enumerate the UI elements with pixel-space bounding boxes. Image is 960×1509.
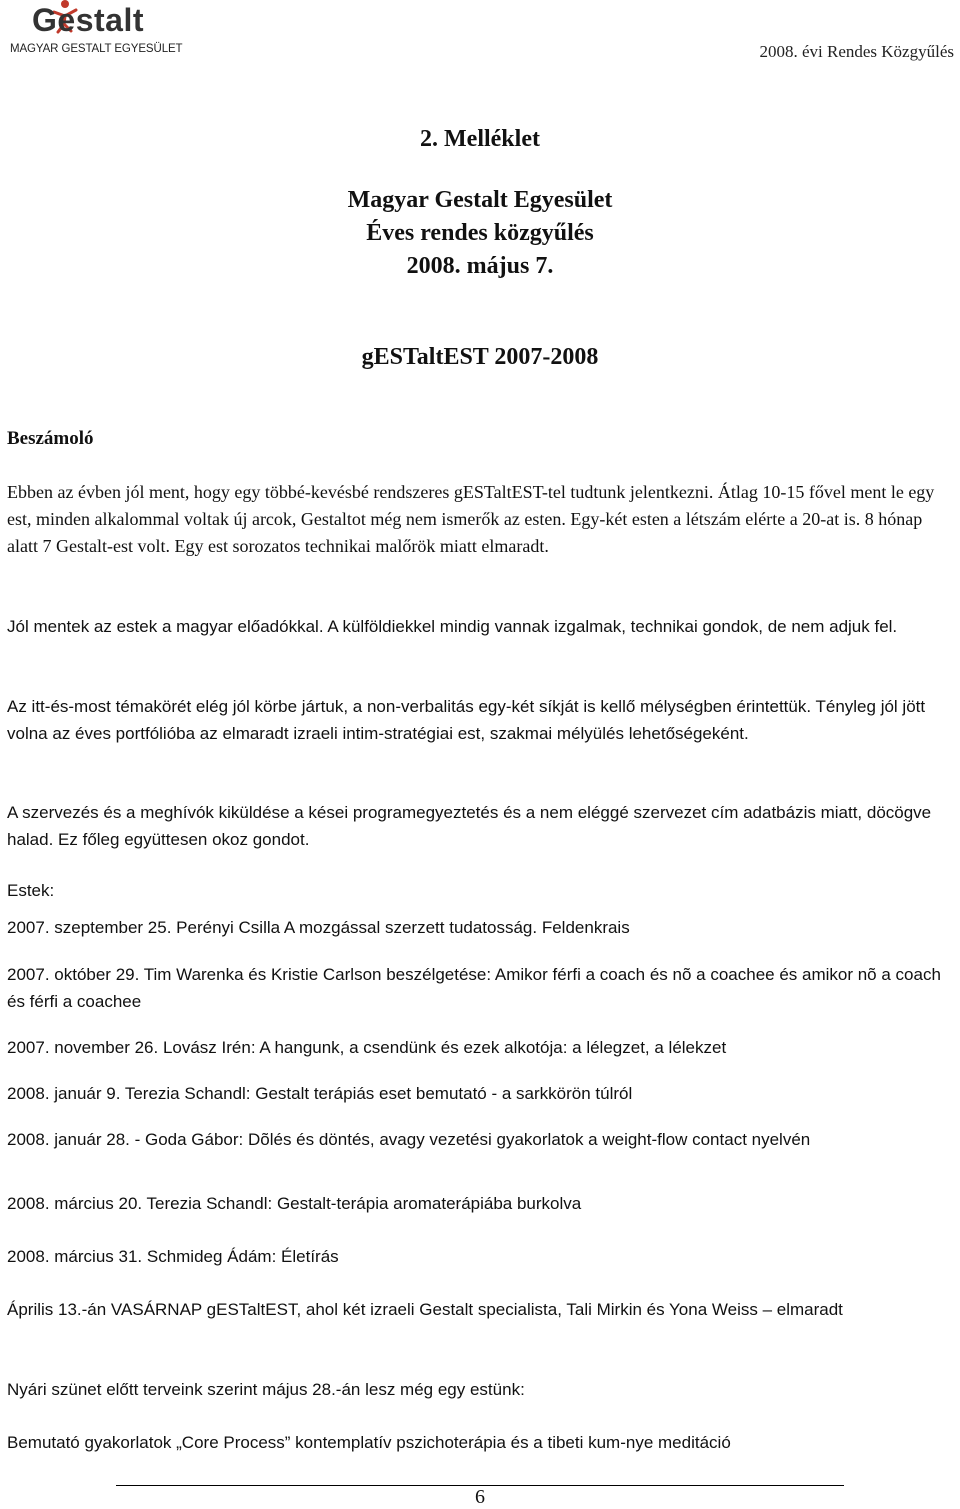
- event-item: 2008. március 31. Schmideg Ádám: Életírás: [7, 1247, 339, 1266]
- report-paragraph-1: Ebben az évben jól ment, hogy egy többé-kevésbé rendszeres gESTaltEST-tel tudtunk jelentkezni. Átlag 10-15 fővel ment le egy est, minden alkalommal voltak új arcok, Gestaltot még nem ismerők az esten. Egy-két esten a létszám elérte a 20-at is. 8 hónap alatt 7 Gestalt-est volt. Egy est sorozatos technikai malőrök miatt elmaradt.: [7, 482, 935, 556]
- page-header: [0, 0, 960, 72]
- report-paragraph-3: Az itt-és-most témakörét elég jól körbe jártuk, a non-verbalitás egy-két síkját is kellő mélységben érintettük. Tényleg jól jött volna az éves portfólióba az elmaradt izraeli intim-stratégiai est, szakmai mélyülés lehetőségeként.: [7, 697, 926, 743]
- events-label: Estek:: [7, 881, 55, 900]
- org-name: Magyar Gestalt Egyesület: [347, 187, 613, 213]
- meeting-date: 2008. május 7.: [406, 253, 554, 279]
- event-item: 2007. október 29. Tim Warenka és Kristie Carlson beszélgetése: Amikor férfi a coach és nõ a coachee és amikor nõ a coach és férfi a coachee: [7, 965, 941, 1011]
- event-item: 2007. szeptember 25. Perényi Csilla A mozgással szerzett tudatosság. Feldenkrais: [7, 918, 630, 937]
- header-title: 2008. évi Rendes Közgyűlés: [759, 42, 954, 61]
- event-item: Április 13.-án VASÁRNAP gESTaltEST, ahol két izraeli Gestalt specialista, Tali Mirkin és Yona Weiss – elmaradt: [7, 1300, 843, 1319]
- page-number: 6: [475, 1486, 485, 1508]
- event-item: 2008. január 9. Terezia Schandl: Gestalt terápiás eset bemutató - a sarkkörön túlról: [7, 1084, 633, 1103]
- event-series-title: gESTaltEST 2007-2008: [361, 344, 599, 370]
- event-item: Bemutató gyakorlatok „Core Process” kontemplatív pszichoterápia és a tibeti kum-nye meditáció: [7, 1433, 731, 1452]
- event-item: Nyári szünet előtt terveink szerint május 28.-án lesz még egy estünk:: [7, 1380, 525, 1399]
- event-item: 2007. november 26. Lovász Irén: A hangunk, a csendünk és ezek alkotója: a lélegzet, a lélekzet: [7, 1038, 727, 1057]
- attachment-title: 2. Melléklet: [420, 126, 540, 152]
- meeting-name: Éves rendes közgyűlés: [366, 220, 594, 246]
- report-heading: Beszámoló: [7, 428, 94, 449]
- event-item: 2008. március 20. Terezia Schandl: Gestalt-terápia aromaterápiába burkolva: [7, 1194, 582, 1213]
- logo-subtitle: MAGYAR GESTALT EGYESÜLET: [10, 43, 183, 55]
- event-item: 2008. január 28. - Goda Gábor: Dõlés és döntés, avagy vezetési gyakorlatok a weight-flow contact nyelvén: [7, 1130, 811, 1149]
- gestalt-logo: [6, 2, 181, 60]
- report-paragraph-2: Jól mentek az estek a magyar előadókkal. A külföldiekkel mindig vannak izgalmak, technikai gondok, de nem adjuk fel.: [7, 617, 898, 636]
- logo-wordmark: Gestalt: [32, 2, 144, 38]
- report-paragraph-4: A szervezés és a meghívók kiküldése a kései programegyeztetés és a nem eléggé szervezet cím adatbázis miatt, döcögve halad. Ez főleg együttesen okoz gondot.: [7, 803, 932, 849]
